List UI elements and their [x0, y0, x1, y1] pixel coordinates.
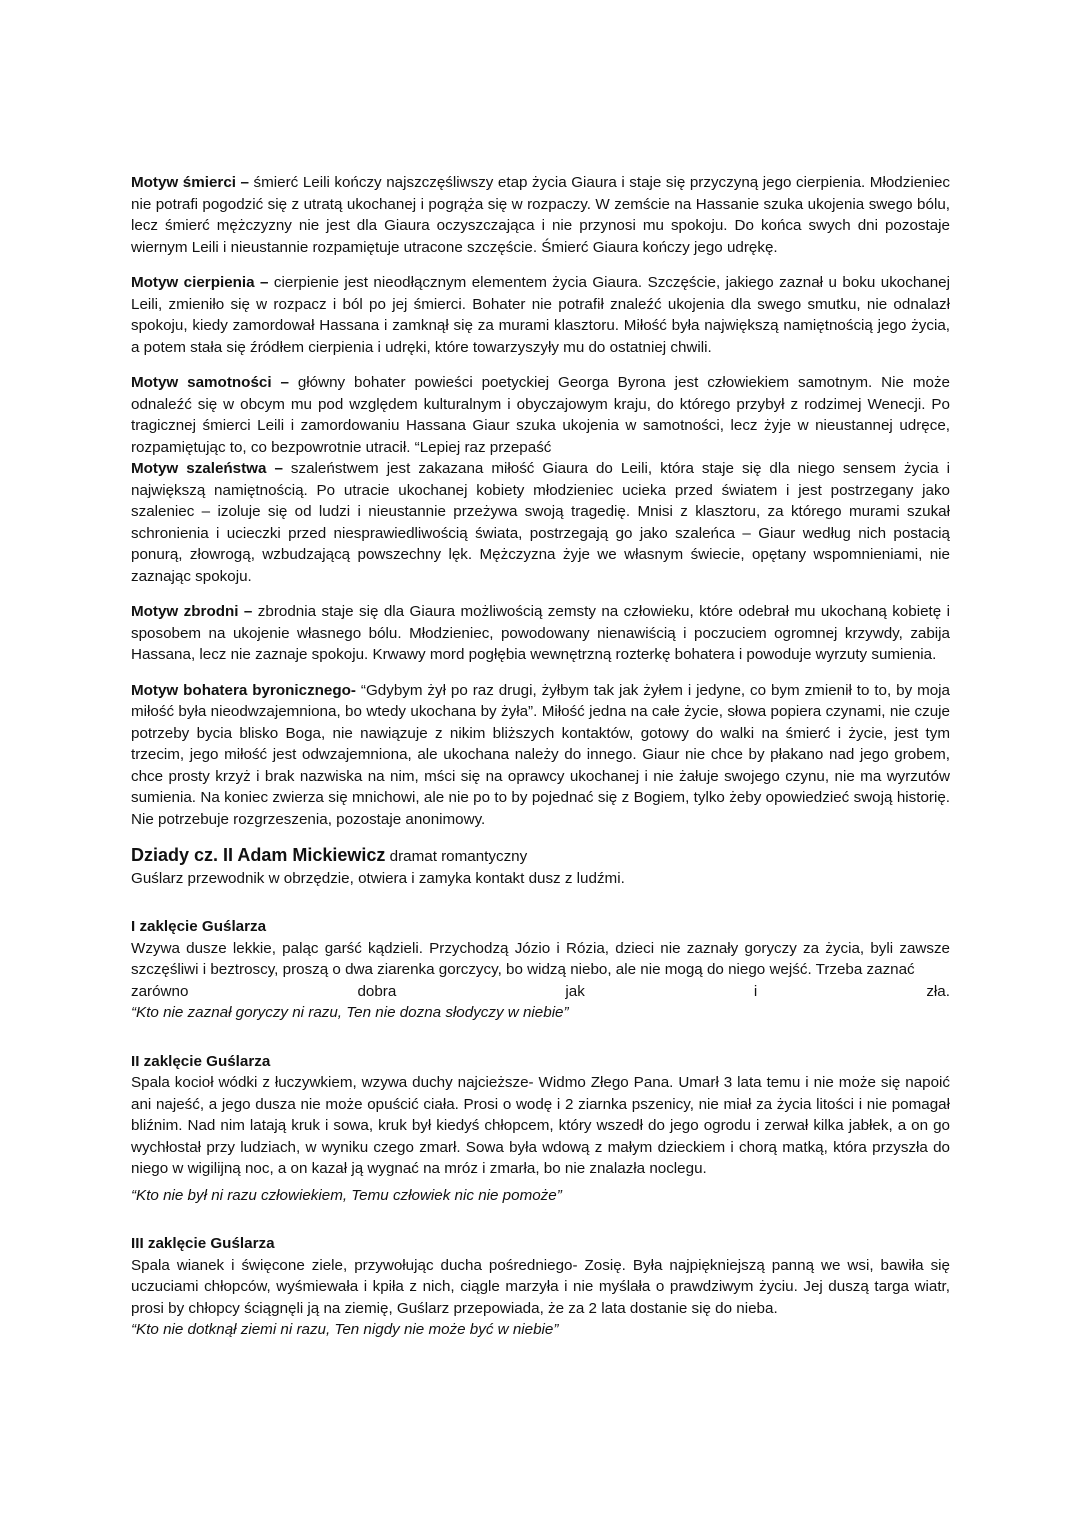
spell-3-quote: “Kto nie dotknął ziemi ni razu, Ten nigdy nie może być w niebie”	[131, 1321, 559, 1338]
heading-motyw-smierci: Motyw śmierci –	[131, 174, 249, 191]
spell-1-heading: I zaklęcie Guślarza	[131, 918, 267, 935]
document-page	[131, 172, 950, 1341]
spell-3-heading: III zaklęcie Guślarza	[131, 1235, 275, 1252]
paragraph-motyw-bohatera-byronicznego	[131, 680, 950, 831]
text-motyw-szalenstwa: szaleństwem jest zakazana miłość Giaura do Leili, która staje się dla niego sensem życia i największą namiętnością. Po utracie ukochanej kobiety młodzieniec ucieka przed światem i jest postrzegany jako szaleniec – izoluje się od ludzi i nieustannie przeżywa swoją tragedię. Mnisi z klasztoru, za którego murami szukał schronienia i ucieczki przed niesprawiedliwością świata, postrzegają go jako szaleńca – Giaur według nich postacią ponurą, złowrogą, wzbudzającą powszechny lęk. Mężczyzna żyje we własnym świecie, opętany wspomnieniami, nie zaznając spokoju.	[131, 460, 951, 585]
heading-motyw-bohatera-byronicznego: Motyw bohatera byronicznego-	[131, 681, 356, 699]
text-motyw-zbrodni: zbrodnia staje się dla Giaura możliwością zemsty na człowieku, które odebrał mu ukochaną kobietę i sposobem na ukojenie własnego bólu. Młodzieniec, powodowany nienawiścią i poczuciem ogromnej krzywdy, zabija Hassana, lecz nie zaznaje spokoju. Krwawy mord pogłębia wewnętrzną rozterkę bohatera i powoduje wyrzuty sumienia.	[131, 603, 950, 663]
spell-2-quote: “Kto nie był ni razu człowiekiem, Temu człowiek nic nie pomoże”	[131, 1186, 562, 1204]
heading-motyw-samotnosci: Motyw samotności –	[131, 374, 289, 391]
heading-motyw-szalenstwa: Motyw szaleństwa –	[131, 460, 283, 477]
heading-motyw-zbrodni: Motyw zbrodni –	[131, 603, 253, 620]
spell-3-text: Spala wianek i święcone ziele, przywołując ducha pośredniego- Zosię. Była najpiękniejszą panną we wsi, bawiła się uczuciami chłopców, wyśmiewała i kpiła z nich, ciągle marzyła i nie myślała o prawdziwym życiu. Jej duszą targa wiatr, prosi by chłopcy ściągnęli ją na ziemię, Guślarz przepowiada, że za 2 lata dostanie się do nieba.	[131, 1256, 950, 1317]
text-motyw-cierpienia: cierpienie jest nieodłącznym elementem życia Giaura. Szczęście, jakiego zaznał u boku ukochanej Leili, zmieniło się w rozpacz i ból po jej śmierci. Bohater nie potrafił znaleźć ukojenia dla swego smutku, nie odnalazł spokoju, kiedy zamordował Hassana i zamknął się za murami klasztoru. Miłość była największą namiętnością jego życia, a potem stała się źródłem cierpienia i udręki, które towarzyszyły mu do ostatniej chwili.	[131, 274, 950, 356]
dziady-title: Dziady cz. II Adam Mickiewicz	[131, 845, 386, 865]
spread-word: zarówno	[131, 982, 189, 1000]
paragraph-motyw-samotnosci	[131, 372, 950, 458]
paragraph-motyw-zbrodni	[131, 601, 950, 666]
spell-1-quote: “Kto nie zaznał goryczy ni razu, Ten nie dozna słodyczy w niebie”	[131, 1004, 569, 1021]
text-motyw-bohatera-byronicznego: “Gdybym żył po raz drugi, żyłbym tak jak żyłem i jedyne, co bym zmienił to to, by moja miłość była nieodwzajemniona, bo wtedy ukochana by żyła”. Miłość jedna na całe życie, słowa popiera czynami, nie czuje potrzeby bycia blisko Boga, nie nawiązuje z nikim bliższych kontaktów, gotowy do walki na śmierć i życie, jest tym trzecim, jego miłość jest odwzajemniona, ale ukochana należy do innego. Giaur nie chce by płakano nad jego grobem, chce prosty krzyż i brak nazwiska na nim, mści się na oprawcy ukochanej i nie żałuje swojego czynu, nie ma wyrzutów sumienia. Na koniec zwierza się mnichowi, ale nie po to by pojednać się z Bogiem, tylko żeby opowiedzieć swoją historię. Nie potrzebuje rozgrzeszenia, pozostaje anonimowy.	[131, 681, 950, 828]
paragraph-motyw-smierci	[131, 172, 950, 258]
paragraph-motyw-szalenstwa	[131, 458, 950, 587]
text-motyw-smierci: śmierć Leili kończy najszczęśliwszy etap życia Giaura i staje się przyczyną jego cierpienia. Młodzieniec nie potrafi pogodzić się z utratą ukochanej i pogrąża się w rozpaczy. W zemście na Hassanie szuka ukojenia swego bólu, lecz śmierć mężczyzny nie jest dla Giaura oczyszczająca i nie przynosi mu spokoju. Do końca swych dni pozostaje wiernym Leili i nieustannie rozpamiętuje utracone szczęście. Śmierć Giaura kończy jego udrękę.	[131, 174, 951, 256]
heading-motyw-cierpienia: Motyw cierpienia –	[131, 274, 269, 291]
text-motyw-samotnosci: główny bohater powieści poetyckiej Georga Byrona jest człowiekiem samotnym. Nie może odnaleźć się w obcym mu pod względem kulturalnym i obyczajowym kraju, do którego przybył z rodzimej Wenecji. Po tragicznej śmierci Leili i zamordowaniu Hassana Giaur szuka ukojenia w samotności, lecz żyje w nieustannej udręce, rozpamiętując to, co bezpowrotnie utracił. “Lepiej raz przepaść	[131, 374, 951, 456]
spread-word: i	[753, 982, 758, 1000]
spread-word: jak	[565, 982, 585, 1000]
spread-word: dobra	[357, 982, 397, 1000]
spell-1-text: Wzywa dusze lekkie, paląc garść kądzieli. Przychodzą Józio i Rózia, dzieci nie zaznały goryczy za życia, byli zawsze szczęśliwi i beztroscy, proszą o dwa ziarenka gorczycy, bo widzą niebo, ale nie mogą do niego wejść. Trzeba zaznać	[131, 939, 950, 978]
dziady-genre: dramat romantyczny	[385, 848, 528, 865]
spread-word: zła.	[926, 982, 950, 1000]
spell-2-heading: II zaklęcie Guślarza	[131, 1052, 271, 1070]
paragraph-motyw-cierpienia	[131, 272, 950, 358]
spell-1-spread-line	[131, 981, 950, 1003]
dziady-title-line	[131, 845, 950, 868]
spell-2-text: Spala kocioł wódki z łuczywkiem, wzywa duchy najcieższe- Widmo Złego Pana. Umarł 3 lata temu i nie może się napoić ani najeść, a jego dusza nie może opuścić ciała. Prosi o wodę i 2 ziarnka pszenicy, nie miał za życia litości i nie pomagał bliźnim. Nad nim latają kruk i sowa, kruk był kiedyś chłopcem, który wszedł do jego ogrodu i zerwał kilka jabłek, a on go wychłostał przy ludziach, w wyniku czego zmarł. Sowa była wdową z małym dzieckiem i chorą matką, która przyszła do niego w wigilijną noc, a on kazał ją wygnać na mróz i zmarła, bo nie znalazła noclegu.	[131, 1074, 950, 1177]
dziady-intro: Guślarz przewodnik w obrzędzie, otwiera i zamyka kontakt dusz z ludźmi.	[131, 869, 625, 887]
